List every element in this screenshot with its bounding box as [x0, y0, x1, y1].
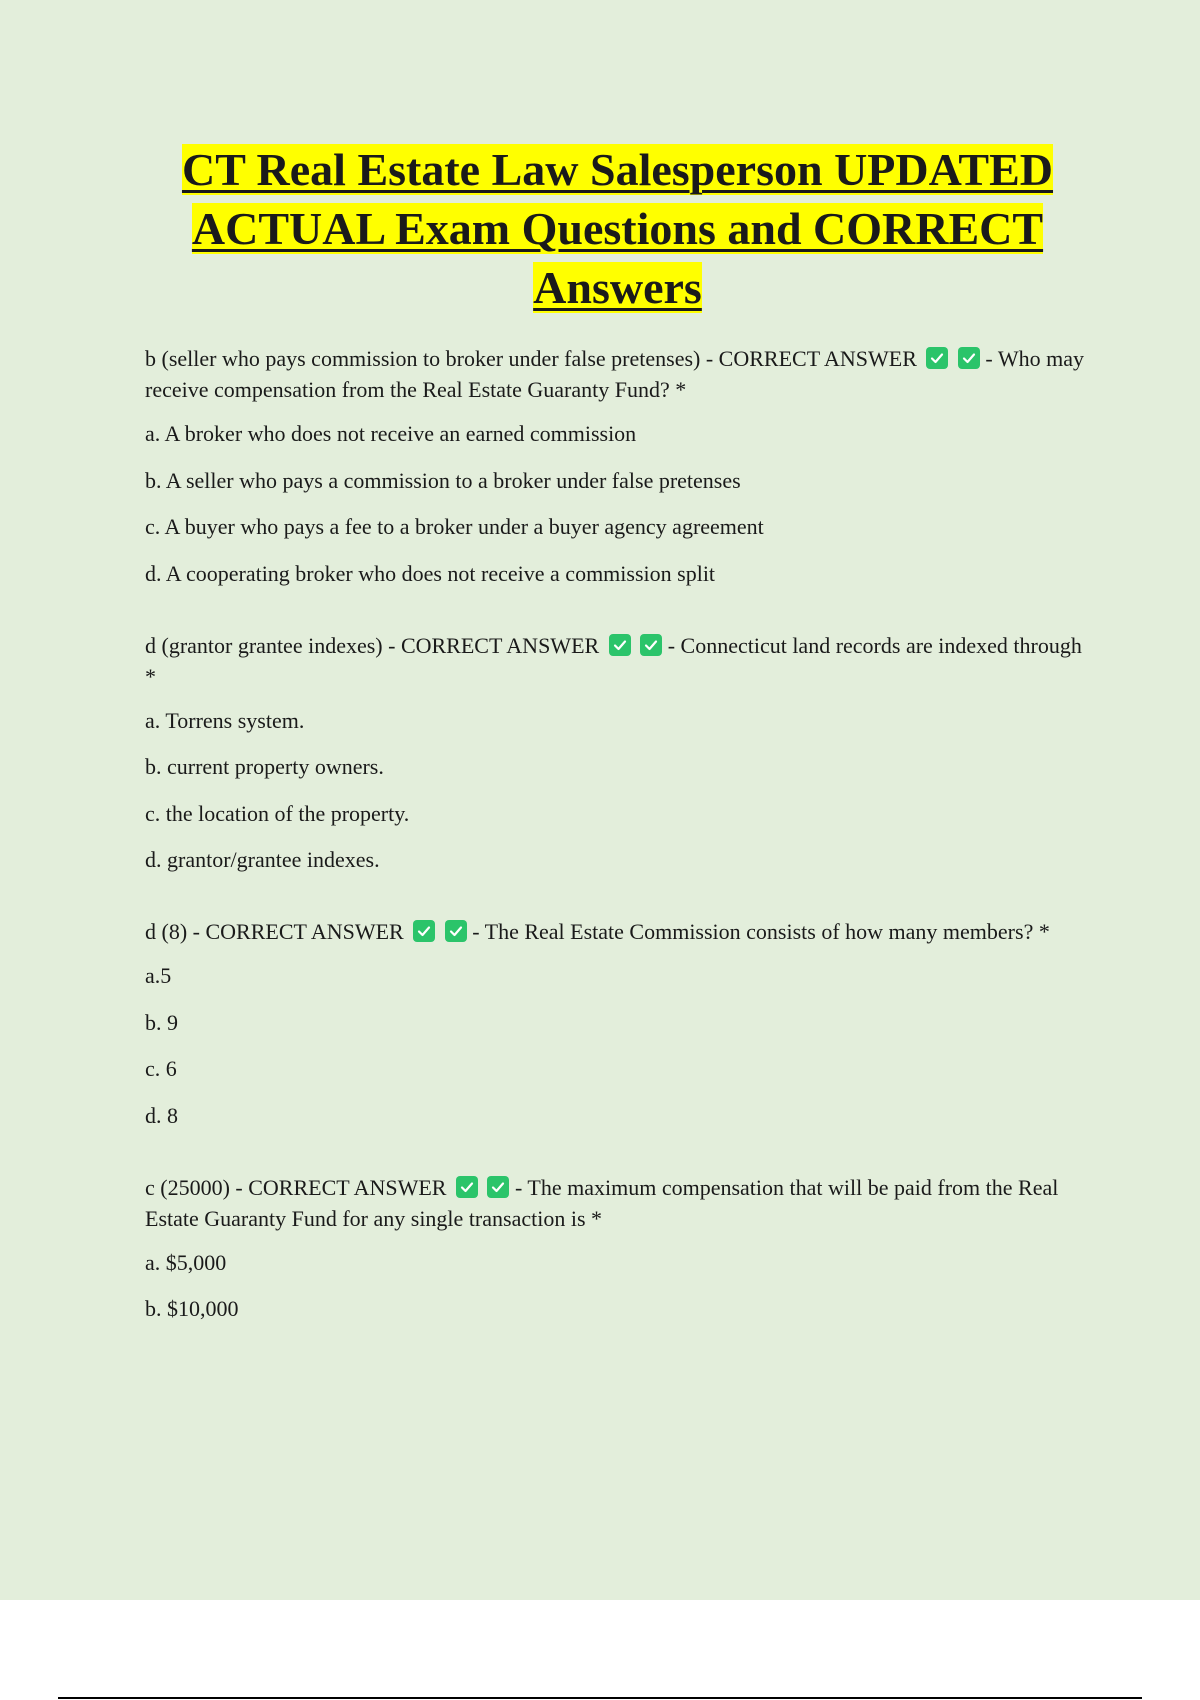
- footer-divider: [58, 1697, 1142, 1699]
- answer-option: a.5: [145, 963, 172, 988]
- question-block: [145, 343, 1095, 588]
- check-mark-icon: [640, 634, 662, 656]
- answer-option: b. A seller who pays a commission to a broker under false pretenses: [145, 467, 741, 493]
- answer-prefix: b (seller who pays commission to broker under false pretenses) - CORRECT ANSWER: [145, 346, 917, 371]
- check-mark-icon: [487, 1176, 509, 1198]
- answer-option: d. 8: [145, 1102, 178, 1128]
- question-text: [145, 630, 1095, 692]
- check-mark-icon: [609, 634, 631, 656]
- answer-option: d. grantor/grantee indexes.: [145, 847, 380, 872]
- answer-prefix: d (grantor grantee indexes) - CORRECT ANSWER: [145, 632, 600, 658]
- question-block: [145, 1172, 1095, 1324]
- question-body: - Who may receive compensation from the Real Estate Guaranty Fund? *: [145, 346, 1084, 402]
- answer-option: c. 6: [145, 1056, 177, 1081]
- check-mark-icon: [958, 347, 980, 369]
- question-block: [145, 630, 1095, 875]
- question-block: [145, 916, 1095, 1130]
- answer-option: c. the location of the property.: [145, 800, 410, 826]
- answer-option: a. $5,000: [145, 1249, 227, 1275]
- answer-option: a. A broker who does not receive an earned commission: [145, 421, 637, 446]
- question-body: - The maximum compensation that will be paid from the Real Estate Guaranty Fund for any single transaction is *: [145, 1174, 1059, 1231]
- title-line-3: Answers: [533, 262, 702, 313]
- check-mark-icon: [445, 920, 467, 942]
- question-text: [145, 343, 1095, 405]
- title-line-1: CT Real Estate Law Salesperson UPDATED: [181, 144, 1054, 195]
- title-line-2: ACTUAL Exam Questions and CORRECT: [191, 203, 1044, 254]
- answer-prefix: d (8) - CORRECT ANSWER: [145, 919, 404, 944]
- answer-option: d. A cooperating broker who does not receive a commission split: [145, 560, 716, 586]
- check-mark-icon: [456, 1176, 478, 1198]
- question-body: - Connecticut land records are indexed through *: [145, 632, 1082, 689]
- answer-option: b. 9: [145, 1009, 178, 1035]
- answer-prefix: c (25000) - CORRECT ANSWER: [145, 1174, 447, 1200]
- question-list: [145, 343, 1095, 1365]
- answer-option: b. current property owners.: [145, 754, 384, 779]
- document-title: [140, 140, 1095, 317]
- answer-option: b. $10,000: [145, 1296, 239, 1321]
- check-mark-icon: [413, 920, 435, 942]
- question-text: [145, 1172, 1095, 1234]
- question-body: - The Real Estate Commission consists of how many members? *: [472, 919, 1050, 944]
- question-text: [145, 916, 1095, 947]
- answer-option: c. A buyer who pays a fee to a broker under a buyer agency agreement: [145, 514, 764, 539]
- answer-option: a. Torrens system.: [145, 707, 305, 733]
- check-mark-icon: [926, 347, 948, 369]
